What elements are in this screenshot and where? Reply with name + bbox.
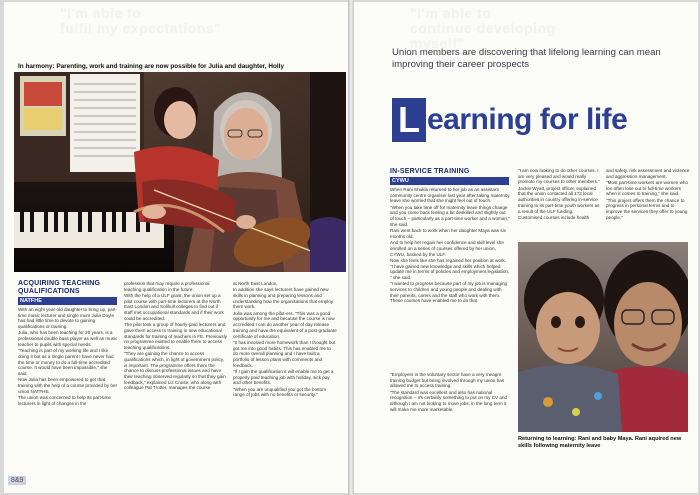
paragraph: profession that may require a professional teaching qualification in the future. [124,281,210,292]
paragraph: Rani went back to work when her daughter Maya was six months old. [390,228,506,239]
paragraph: The union was concerned to help its part-time lecturers in light of changes in the [18,394,111,406]
right-article-column-1 [390,187,510,305]
paragraph: Julia, who has been teaching for 20 years, is a professional double bass player as well as music teacher to pupils with special needs. [18,330,118,347]
paragraph: "When you are unqualified you get the bottom range of jobs with no benefits or security." [233,386,327,398]
left-article-column-1 [18,307,118,407]
paragraph: "Most part-time workers are women who too often lose out to full-time workers when it comes to training," she said. [606,180,689,197]
headline-initial-box: L [392,98,426,142]
paragraph: "It has involved more homework than I thought but got me into good habits. This has enabled me to do more overall planning and I have built a portfolio of lesson plans with comments and feedback. [233,339,336,368]
photo-rani-and-maya [518,242,688,432]
paragraph: "Employers in the voluntary sector have a very meagre training budget but being involved through my union has allowed me to access training. [390,372,505,389]
paragraph: and safety, risk assessment and violence and aggression management. [606,168,690,179]
right-article-column-2-bottom [390,372,512,413]
paragraph: "I wanted to progress because part of my job is managing services to children and young people and dealing with their parents, carers and the staff who work with them. These courses have enabled me to do that. [390,281,508,304]
photo-caption-top: In harmony: Parenting, work and training are now possible for Julia and daughter, Holly [18,63,284,70]
paragraph: "When you take time off for maternity leave things change and you come back feeling a bit deskilled and slightly out of touch – particularly as a part-time worker and a woman," she said. [390,204,510,227]
paragraph: Now Julia has been empowered to get that training with the help of a course provided by her union NATFHE. [18,377,118,394]
ghost-quote-right: "I'm able to continue developing myself" [410,5,556,51]
paragraph: "This project offers them the chance to progress in personal terms and to improve the services they offer to young people." [606,197,688,220]
ghost-quote-left: "I'm able to fulfil my expectations" [60,5,222,36]
left-article-column-3 [233,281,337,399]
paragraph: The pilot took a group of hourly-paid lecturers and gave them access to training in new educational standards for training of teachers in FE. Previously no programme existed to enable them to access teaching qualifications. [124,322,227,350]
paragraph: at North East London. [233,281,278,286]
left-article-column-2 [124,281,227,392]
section-heading-acquiring-teaching-qualifications: ACQUIRING TEACHING QUALIFICATIONS [18,280,101,295]
paragraph: Customised courses include health [518,214,590,220]
photo-julia-and-holly [14,72,346,272]
right-article-column-3 [606,168,690,221]
page-gutter [348,0,354,495]
union-tag-cywu: CYWU [390,177,509,185]
paragraph: Now she feels like she has regained her position at work. "I have gained new knowledge and skills which helped update me in terms of policies and employment legislation, " she said. [390,257,510,280]
page-number: 8&9 [8,476,26,485]
article-headline [392,96,627,144]
paragraph: And to help her regain her confidence and skill level she enrolled on a series of courses offered by her union, CYWU, backed by the ULF. [390,240,504,257]
paragraph: "If I gain the qualification it will enable me to get a properly paid teaching job with holiday, sick pay and other benefits. [233,368,334,386]
paragraph: "The standard was excellent and also has national recognition – it's certainly something to put on my CV and although I am not looking to move jobs, in the long term it will make me more marketable. [390,389,508,412]
paragraph: "They are gaining the chance to access qualifications which, in light of government policy, is important. The programme offers them the chance to discuss professional issues and have their teaching observed regularly so that they gain feedback," explained Liz Cruise, who along with colleague Pat Trotter, manages the course [124,351,226,391]
paragraph: Jackie Wyatt, project officer, explained that the union contacted all 172 local authorities in country offering in-service training to its part-time youth workers as a result of the ULF funding. [518,185,600,214]
right-article-column-2-top [518,168,602,221]
paragraph: With an eight year-old daughter to bring up, part-time music lecturer and single mum Julia Doyle has had little time to devote to gaining qualifications or training. [18,307,118,330]
union-tag-natfhe: NATFHE [18,297,117,305]
photo-caption-bottom: Returning to learning: Rani and baby Maya. Rani aquired new skills following maternity leave [518,436,682,449]
paragraph: "I am now looking to do other courses. I am very pleased and would really promote my courses to other members." [518,168,600,185]
paragraph: When Rani Shukla returned to her job as an assistant community centre organiser last year after taking maternity leave she worried that she might feel out of touch. [390,187,510,204]
mother-and-baby-photo-illustration [518,242,688,432]
paragraph: In addition she says lecturers have gained new skills in planning and preparing lessons and understanding how the organisations that employ them work. [233,287,334,310]
section-heading-in-service-training: IN-SERVICE TRAINING [390,168,470,175]
article-standfirst: Union members are discovering that lifelong learning can mean improving their career prospects [392,47,661,70]
paragraph: "Teaching is part of my working life and I like doing it but as a single parent I have never had the time or money to do a full-time accredited course. It would have been impossible," she said. [18,348,114,376]
music-lesson-photo-illustration [14,72,346,272]
paragraph: Julia was among the pilot-ers. "This was a good opportunity for me and because the course is now accredited I can do another year of day release training and have the equivalent of a post-graduate certificate of education. [233,310,337,339]
headline-text: earning for life [427,103,628,136]
paragraph: With the help of a ULF grant, the union set up a pilot course with part-time lecturers at the North East London and Solihull colleges to find out if staff met occupational standards and if their work could be accredited. [124,293,224,321]
